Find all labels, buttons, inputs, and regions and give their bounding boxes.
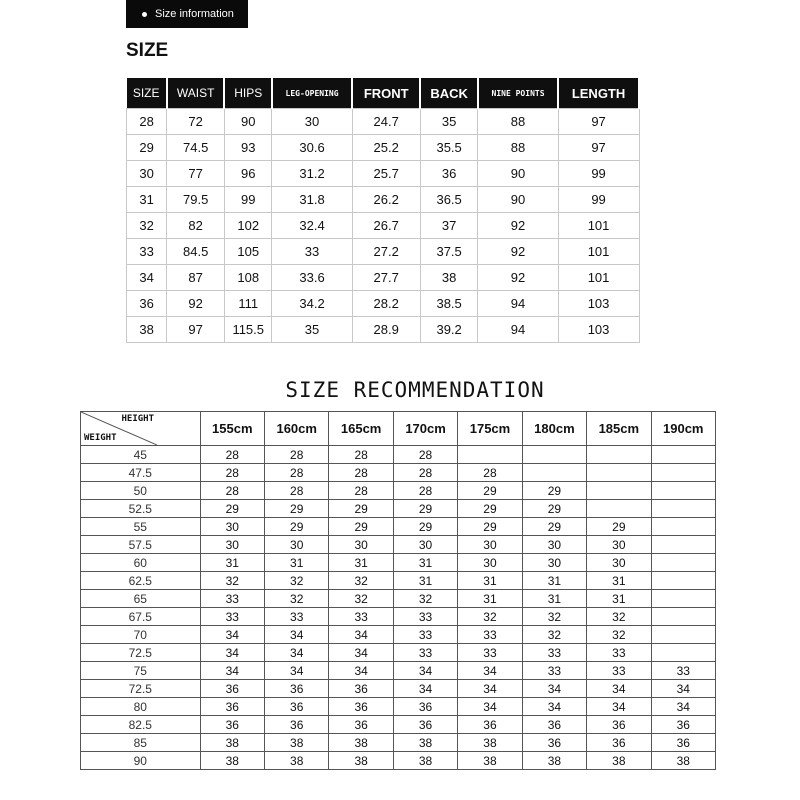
recommended-size-cell: 32 bbox=[329, 572, 393, 590]
recommended-size-cell: 33 bbox=[522, 662, 586, 680]
size-chart-cell: 97 bbox=[558, 109, 639, 135]
recommended-size-cell: 30 bbox=[200, 536, 264, 554]
weight-cell: 47.5 bbox=[81, 464, 201, 482]
size-chart-header-cell: HIPS bbox=[224, 78, 271, 109]
size-chart-cell: 99 bbox=[224, 187, 271, 213]
size-chart-cell: 33 bbox=[127, 239, 167, 265]
recommended-size-cell: 33 bbox=[651, 662, 715, 680]
height-header-cell: 165cm bbox=[329, 412, 393, 446]
size-chart-header-cell: FRONT bbox=[352, 78, 420, 109]
recommended-size-cell: 28 bbox=[200, 446, 264, 464]
recommended-size-cell: 29 bbox=[329, 518, 393, 536]
recommendation-header-row bbox=[81, 412, 716, 446]
size-chart-cell: 92 bbox=[478, 265, 558, 291]
recommendation-row bbox=[81, 554, 716, 572]
size-chart-cell: 72 bbox=[167, 109, 225, 135]
recommendation-row bbox=[81, 572, 716, 590]
recommended-size-cell: 36 bbox=[522, 716, 586, 734]
recommended-size-cell: 36 bbox=[200, 716, 264, 734]
recommended-size-cell: 31 bbox=[329, 554, 393, 572]
size-chart-row bbox=[127, 239, 640, 265]
size-chart-cell: 27.7 bbox=[352, 265, 420, 291]
height-header-cell: 190cm bbox=[651, 412, 715, 446]
recommended-size-cell: 28 bbox=[200, 482, 264, 500]
size-chart-cell: 31.2 bbox=[272, 161, 352, 187]
size-chart-header-cell: LENGTH bbox=[558, 78, 639, 109]
recommended-size-cell: 36 bbox=[265, 716, 329, 734]
recommended-size-cell: 30 bbox=[587, 554, 651, 572]
recommended-size-cell: 31 bbox=[393, 554, 457, 572]
recommended-size-cell bbox=[587, 500, 651, 518]
weight-cell: 57.5 bbox=[81, 536, 201, 554]
size-chart-cell: 33.6 bbox=[272, 265, 352, 291]
recommended-size-cell: 36 bbox=[651, 716, 715, 734]
recommended-size-cell: 29 bbox=[265, 500, 329, 518]
recommendation-row bbox=[81, 752, 716, 770]
recommended-size-cell: 34 bbox=[522, 698, 586, 716]
size-chart-cell: 87 bbox=[167, 265, 225, 291]
size-chart-cell: 25.7 bbox=[352, 161, 420, 187]
weight-cell: 65 bbox=[81, 590, 201, 608]
weight-cell: 45 bbox=[81, 446, 201, 464]
size-chart-header-row bbox=[127, 78, 640, 109]
size-chart-row bbox=[127, 187, 640, 213]
size-chart-cell: 82 bbox=[167, 213, 225, 239]
weight-cell: 62.5 bbox=[81, 572, 201, 590]
recommended-size-cell: 29 bbox=[329, 500, 393, 518]
corner-weight-label: WEIGHT bbox=[84, 433, 117, 443]
recommendation-row bbox=[81, 518, 716, 536]
recommended-size-cell: 34 bbox=[265, 626, 329, 644]
size-chart-cell: 37.5 bbox=[420, 239, 478, 265]
recommended-size-cell: 29 bbox=[458, 518, 522, 536]
size-chart-cell: 92 bbox=[478, 213, 558, 239]
size-chart-cell: 90 bbox=[224, 109, 271, 135]
weight-cell: 70 bbox=[81, 626, 201, 644]
bullet-dot-icon bbox=[142, 12, 147, 17]
weight-cell: 72.5 bbox=[81, 644, 201, 662]
height-header-cell: 180cm bbox=[522, 412, 586, 446]
recommended-size-cell: 33 bbox=[265, 608, 329, 626]
recommended-size-cell: 30 bbox=[458, 554, 522, 572]
recommended-size-cell: 34 bbox=[329, 644, 393, 662]
size-chart-cell: 96 bbox=[224, 161, 271, 187]
weight-cell: 52.5 bbox=[81, 500, 201, 518]
recommended-size-cell: 38 bbox=[265, 752, 329, 770]
recommended-size-cell: 32 bbox=[458, 608, 522, 626]
size-chart-cell: 36 bbox=[127, 291, 167, 317]
size-recommendation-table bbox=[80, 411, 716, 770]
recommendation-body bbox=[81, 446, 716, 770]
weight-cell: 50 bbox=[81, 482, 201, 500]
recommended-size-cell bbox=[651, 446, 715, 464]
recommendation-row bbox=[81, 716, 716, 734]
size-chart-row bbox=[127, 161, 640, 187]
size-chart-cell: 90 bbox=[478, 187, 558, 213]
recommended-size-cell: 29 bbox=[522, 500, 586, 518]
recommended-size-cell: 29 bbox=[265, 518, 329, 536]
height-header-cell: 160cm bbox=[265, 412, 329, 446]
size-chart-cell: 30.6 bbox=[272, 135, 352, 161]
recommended-size-cell bbox=[651, 590, 715, 608]
recommendation-row bbox=[81, 734, 716, 752]
recommended-size-cell: 36 bbox=[200, 698, 264, 716]
size-chart-row bbox=[127, 317, 640, 343]
recommended-size-cell bbox=[458, 446, 522, 464]
size-chart-cell: 34.2 bbox=[272, 291, 352, 317]
recommended-size-cell: 38 bbox=[522, 752, 586, 770]
recommendation-row bbox=[81, 500, 716, 518]
size-chart-cell: 35 bbox=[420, 109, 478, 135]
size-chart-row bbox=[127, 109, 640, 135]
recommendation-row bbox=[81, 626, 716, 644]
weight-cell: 67.5 bbox=[81, 608, 201, 626]
size-chart-cell: 92 bbox=[167, 291, 225, 317]
recommended-size-cell: 33 bbox=[587, 662, 651, 680]
recommended-size-cell: 33 bbox=[200, 590, 264, 608]
recommended-size-cell: 28 bbox=[458, 464, 522, 482]
size-chart-cell: 38 bbox=[127, 317, 167, 343]
weight-cell: 90 bbox=[81, 752, 201, 770]
corner-height-label: HEIGHT bbox=[121, 414, 154, 424]
recommended-size-cell bbox=[587, 464, 651, 482]
size-chart-cell: 94 bbox=[478, 317, 558, 343]
recommended-size-cell: 36 bbox=[393, 698, 457, 716]
weight-cell: 55 bbox=[81, 518, 201, 536]
recommended-size-cell: 28 bbox=[393, 464, 457, 482]
recommended-size-cell bbox=[651, 608, 715, 626]
weight-cell: 72.5 bbox=[81, 680, 201, 698]
recommended-size-cell: 31 bbox=[458, 590, 522, 608]
size-chart-cell: 27.2 bbox=[352, 239, 420, 265]
size-chart-cell: 24.7 bbox=[352, 109, 420, 135]
recommended-size-cell: 29 bbox=[587, 518, 651, 536]
size-chart-row bbox=[127, 135, 640, 161]
size-chart-cell: 31 bbox=[127, 187, 167, 213]
recommended-size-cell: 36 bbox=[329, 698, 393, 716]
recommended-size-cell: 38 bbox=[329, 734, 393, 752]
size-chart-cell: 93 bbox=[224, 135, 271, 161]
recommended-size-cell: 29 bbox=[393, 518, 457, 536]
recommended-size-cell: 28 bbox=[329, 446, 393, 464]
height-header-cell: 185cm bbox=[587, 412, 651, 446]
recommended-size-cell: 33 bbox=[458, 626, 522, 644]
recommended-size-cell: 36 bbox=[329, 680, 393, 698]
size-chart-header-cell: BACK bbox=[420, 78, 478, 109]
recommended-size-cell: 31 bbox=[265, 554, 329, 572]
size-chart-cell: 92 bbox=[478, 239, 558, 265]
size-chart-cell: 38.5 bbox=[420, 291, 478, 317]
recommended-size-cell: 32 bbox=[265, 572, 329, 590]
recommended-size-cell: 38 bbox=[329, 752, 393, 770]
weight-cell: 82.5 bbox=[81, 716, 201, 734]
size-chart-cell: 99 bbox=[558, 187, 639, 213]
size-chart-cell: 31.8 bbox=[272, 187, 352, 213]
recommended-size-cell: 28 bbox=[200, 464, 264, 482]
recommended-size-cell: 29 bbox=[522, 518, 586, 536]
recommended-size-cell: 34 bbox=[587, 698, 651, 716]
size-chart-cell: 101 bbox=[558, 239, 639, 265]
recommended-size-cell: 31 bbox=[458, 572, 522, 590]
size-chart-header-cell: NINE POINTS bbox=[478, 78, 558, 109]
recommended-size-cell: 33 bbox=[458, 644, 522, 662]
height-header-cell: 170cm bbox=[393, 412, 457, 446]
size-information-banner bbox=[126, 0, 248, 28]
size-chart-row bbox=[127, 291, 640, 317]
recommended-size-cell: 32 bbox=[200, 572, 264, 590]
recommended-size-cell: 32 bbox=[329, 590, 393, 608]
size-chart-cell: 97 bbox=[167, 317, 225, 343]
recommendation-row bbox=[81, 698, 716, 716]
recommended-size-cell: 28 bbox=[265, 482, 329, 500]
recommended-size-cell: 30 bbox=[329, 536, 393, 554]
size-chart-cell: 35 bbox=[272, 317, 352, 343]
recommended-size-cell: 38 bbox=[200, 734, 264, 752]
size-chart-cell: 101 bbox=[558, 265, 639, 291]
recommended-size-cell: 31 bbox=[587, 590, 651, 608]
recommended-size-cell bbox=[651, 536, 715, 554]
recommendation-row bbox=[81, 644, 716, 662]
size-chart-cell: 28.9 bbox=[352, 317, 420, 343]
size-chart-title: SIZE bbox=[126, 40, 169, 61]
recommended-size-cell: 34 bbox=[587, 680, 651, 698]
recommended-size-cell: 30 bbox=[522, 554, 586, 572]
recommended-size-cell: 36 bbox=[651, 734, 715, 752]
size-chart-cell: 99 bbox=[558, 161, 639, 187]
recommended-size-cell: 34 bbox=[393, 662, 457, 680]
size-chart-cell: 88 bbox=[478, 135, 558, 161]
height-header-cell: 175cm bbox=[458, 412, 522, 446]
recommended-size-cell: 28 bbox=[329, 482, 393, 500]
size-chart-row bbox=[127, 213, 640, 239]
banner-label: Size information bbox=[155, 8, 234, 20]
recommended-size-cell: 32 bbox=[522, 626, 586, 644]
size-chart-cell: 77 bbox=[167, 161, 225, 187]
recommended-size-cell: 30 bbox=[458, 536, 522, 554]
size-chart-cell: 26.2 bbox=[352, 187, 420, 213]
size-chart-cell: 101 bbox=[558, 213, 639, 239]
recommended-size-cell: 36 bbox=[329, 716, 393, 734]
recommended-size-cell: 33 bbox=[522, 644, 586, 662]
recommended-size-cell: 33 bbox=[329, 608, 393, 626]
recommended-size-cell bbox=[651, 482, 715, 500]
recommended-size-cell: 31 bbox=[200, 554, 264, 572]
recommended-size-cell: 34 bbox=[200, 626, 264, 644]
recommendation-row bbox=[81, 464, 716, 482]
size-chart-cell: 94 bbox=[478, 291, 558, 317]
size-chart-cell: 111 bbox=[224, 291, 271, 317]
recommendation-row bbox=[81, 536, 716, 554]
recommended-size-cell: 32 bbox=[265, 590, 329, 608]
recommended-size-cell: 34 bbox=[458, 680, 522, 698]
recommended-size-cell: 32 bbox=[393, 590, 457, 608]
recommended-size-cell: 29 bbox=[522, 482, 586, 500]
recommended-size-cell: 38 bbox=[393, 752, 457, 770]
size-chart-cell: 35.5 bbox=[420, 135, 478, 161]
size-chart-row bbox=[127, 265, 640, 291]
size-chart-cell: 30 bbox=[127, 161, 167, 187]
recommended-size-cell: 30 bbox=[265, 536, 329, 554]
size-chart-cell: 32.4 bbox=[272, 213, 352, 239]
recommended-size-cell: 36 bbox=[393, 716, 457, 734]
recommended-size-cell: 34 bbox=[522, 680, 586, 698]
recommended-size-cell: 31 bbox=[587, 572, 651, 590]
recommended-size-cell bbox=[651, 464, 715, 482]
recommended-size-cell: 30 bbox=[393, 536, 457, 554]
size-chart-header-cell: WAIST bbox=[167, 78, 225, 109]
size-chart-cell: 29 bbox=[127, 135, 167, 161]
recommended-size-cell: 38 bbox=[587, 752, 651, 770]
size-chart-cell: 26.7 bbox=[352, 213, 420, 239]
size-chart-cell: 30 bbox=[272, 109, 352, 135]
recommended-size-cell: 28 bbox=[393, 482, 457, 500]
recommended-size-cell: 31 bbox=[393, 572, 457, 590]
size-chart-cell: 37 bbox=[420, 213, 478, 239]
recommended-size-cell bbox=[587, 446, 651, 464]
recommended-size-cell: 36 bbox=[587, 734, 651, 752]
size-chart-cell: 74.5 bbox=[167, 135, 225, 161]
recommended-size-cell: 31 bbox=[522, 590, 586, 608]
size-chart-table bbox=[126, 78, 640, 343]
size-chart-cell: 97 bbox=[558, 135, 639, 161]
size-chart-cell: 90 bbox=[478, 161, 558, 187]
recommended-size-cell bbox=[522, 446, 586, 464]
recommended-size-cell: 33 bbox=[393, 608, 457, 626]
size-chart-header-cell: SIZE bbox=[127, 78, 167, 109]
recommended-size-cell: 29 bbox=[393, 500, 457, 518]
recommended-size-cell: 33 bbox=[393, 626, 457, 644]
size-chart-cell: 33 bbox=[272, 239, 352, 265]
recommended-size-cell bbox=[522, 464, 586, 482]
recommended-size-cell: 36 bbox=[265, 680, 329, 698]
recommended-size-cell: 30 bbox=[200, 518, 264, 536]
size-chart-cell: 38 bbox=[420, 265, 478, 291]
recommended-size-cell: 34 bbox=[651, 698, 715, 716]
recommended-size-cell: 29 bbox=[200, 500, 264, 518]
recommended-size-cell bbox=[587, 482, 651, 500]
size-chart-cell: 84.5 bbox=[167, 239, 225, 265]
recommended-size-cell: 32 bbox=[587, 626, 651, 644]
recommendation-row bbox=[81, 662, 716, 680]
weight-cell: 75 bbox=[81, 662, 201, 680]
recommended-size-cell: 38 bbox=[458, 752, 522, 770]
size-chart-cell: 108 bbox=[224, 265, 271, 291]
size-chart-cell: 34 bbox=[127, 265, 167, 291]
recommended-size-cell: 28 bbox=[329, 464, 393, 482]
recommended-size-cell: 34 bbox=[651, 680, 715, 698]
recommended-size-cell bbox=[651, 518, 715, 536]
recommended-size-cell: 33 bbox=[393, 644, 457, 662]
recommended-size-cell: 34 bbox=[329, 662, 393, 680]
size-chart-cell: 88 bbox=[478, 109, 558, 135]
weight-cell: 85 bbox=[81, 734, 201, 752]
recommended-size-cell: 30 bbox=[587, 536, 651, 554]
recommended-size-cell: 34 bbox=[265, 644, 329, 662]
recommended-size-cell bbox=[651, 572, 715, 590]
recommended-size-cell bbox=[651, 554, 715, 572]
recommended-size-cell: 29 bbox=[458, 482, 522, 500]
recommended-size-cell: 34 bbox=[329, 626, 393, 644]
recommended-size-cell: 28 bbox=[393, 446, 457, 464]
recommended-size-cell: 28 bbox=[265, 464, 329, 482]
recommended-size-cell: 36 bbox=[265, 698, 329, 716]
recommended-size-cell: 34 bbox=[265, 662, 329, 680]
recommended-size-cell: 36 bbox=[587, 716, 651, 734]
recommended-size-cell: 38 bbox=[393, 734, 457, 752]
recommended-size-cell: 28 bbox=[265, 446, 329, 464]
recommended-size-cell: 32 bbox=[522, 608, 586, 626]
recommended-size-cell: 36 bbox=[200, 680, 264, 698]
recommendation-row bbox=[81, 482, 716, 500]
recommended-size-cell bbox=[651, 626, 715, 644]
recommendation-row bbox=[81, 446, 716, 464]
recommended-size-cell bbox=[651, 500, 715, 518]
size-chart-cell: 32 bbox=[127, 213, 167, 239]
recommended-size-cell: 34 bbox=[458, 662, 522, 680]
size-chart-body bbox=[127, 109, 640, 343]
weight-cell: 80 bbox=[81, 698, 201, 716]
size-chart-cell: 28 bbox=[127, 109, 167, 135]
recommended-size-cell: 33 bbox=[587, 644, 651, 662]
recommended-size-cell: 38 bbox=[200, 752, 264, 770]
recommended-size-cell: 33 bbox=[200, 608, 264, 626]
size-chart-cell: 79.5 bbox=[167, 187, 225, 213]
recommendation-row bbox=[81, 608, 716, 626]
recommended-size-cell: 38 bbox=[265, 734, 329, 752]
height-weight-corner-cell bbox=[81, 412, 201, 446]
recommended-size-cell: 30 bbox=[522, 536, 586, 554]
height-header-cell: 155cm bbox=[200, 412, 264, 446]
recommended-size-cell: 29 bbox=[458, 500, 522, 518]
size-chart-cell: 103 bbox=[558, 317, 639, 343]
recommended-size-cell: 38 bbox=[651, 752, 715, 770]
recommended-size-cell: 31 bbox=[522, 572, 586, 590]
recommended-size-cell: 34 bbox=[200, 662, 264, 680]
recommended-size-cell: 32 bbox=[587, 608, 651, 626]
size-chart-cell: 36.5 bbox=[420, 187, 478, 213]
size-chart-cell: 102 bbox=[224, 213, 271, 239]
recommended-size-cell: 34 bbox=[458, 698, 522, 716]
size-recommendation-title: SIZE RECOMMENDATION bbox=[285, 378, 545, 402]
size-chart-header-cell: LEG-OPENING bbox=[272, 78, 352, 109]
recommended-size-cell: 34 bbox=[200, 644, 264, 662]
size-chart-cell: 105 bbox=[224, 239, 271, 265]
recommended-size-cell: 34 bbox=[393, 680, 457, 698]
size-chart-cell: 36 bbox=[420, 161, 478, 187]
size-chart-cell: 25.2 bbox=[352, 135, 420, 161]
recommended-size-cell: 38 bbox=[458, 734, 522, 752]
recommended-size-cell bbox=[651, 644, 715, 662]
size-chart-cell: 28.2 bbox=[352, 291, 420, 317]
size-chart-cell: 39.2 bbox=[420, 317, 478, 343]
weight-cell: 60 bbox=[81, 554, 201, 572]
recommended-size-cell: 36 bbox=[458, 716, 522, 734]
recommendation-row bbox=[81, 590, 716, 608]
size-chart-cell: 103 bbox=[558, 291, 639, 317]
recommendation-row bbox=[81, 680, 716, 698]
recommended-size-cell: 36 bbox=[522, 734, 586, 752]
size-chart-cell: 115.5 bbox=[224, 317, 271, 343]
